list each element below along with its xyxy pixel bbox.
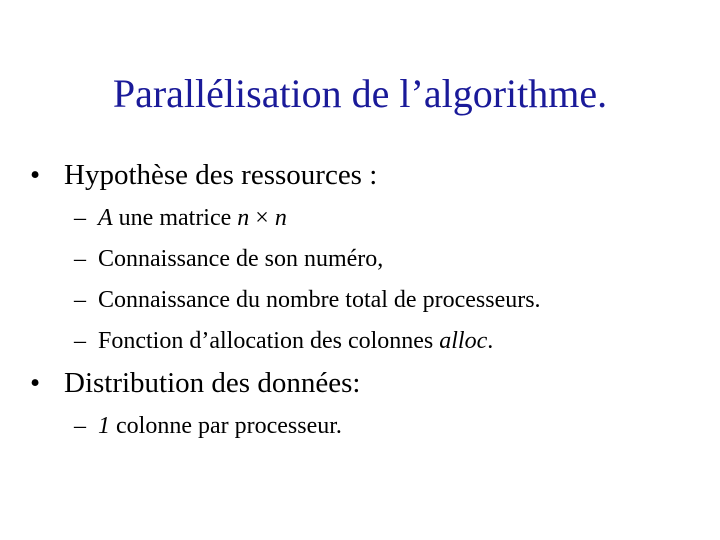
subitem-text: Connaissance de son numéro, <box>98 246 384 272</box>
number-one: 1 <box>98 413 110 439</box>
bullet-dot: • <box>30 159 41 191</box>
dash: – <box>74 205 86 231</box>
dash: – <box>74 413 86 439</box>
bullet-dot: • <box>30 367 41 399</box>
dash: – <box>74 287 86 313</box>
subitem-allocation <box>74 327 493 355</box>
bullet-text: Distribution des données: <box>64 367 361 399</box>
bullet-text: Hypothèse des ressources : <box>64 159 378 191</box>
slide-title: Parallélisation de l’algorithme. <box>112 71 608 116</box>
var-n: n <box>237 205 250 231</box>
subitem-numero <box>74 245 383 273</box>
alloc-term: alloc <box>439 328 488 354</box>
var-a: A <box>98 205 113 231</box>
dash: – <box>74 246 86 272</box>
subitem-text: colonne par processeur. <box>110 413 342 439</box>
subitem-text: Fonction d’allocation des colonnes <box>98 328 440 354</box>
bullet-distribution <box>30 366 360 400</box>
subitem-colonne <box>74 412 342 440</box>
subitem-matrice <box>74 204 287 232</box>
subitem-processeurs <box>74 286 541 314</box>
times-symbol: × <box>249 205 275 231</box>
var-n: n <box>274 205 287 231</box>
subitem-text: Connaissance du nombre total de processeurs. <box>98 287 541 313</box>
subitem-text: . <box>487 328 494 354</box>
bullet-hypothese <box>30 158 377 192</box>
subitem-text: une matrice <box>112 205 238 231</box>
dash: – <box>74 328 86 354</box>
